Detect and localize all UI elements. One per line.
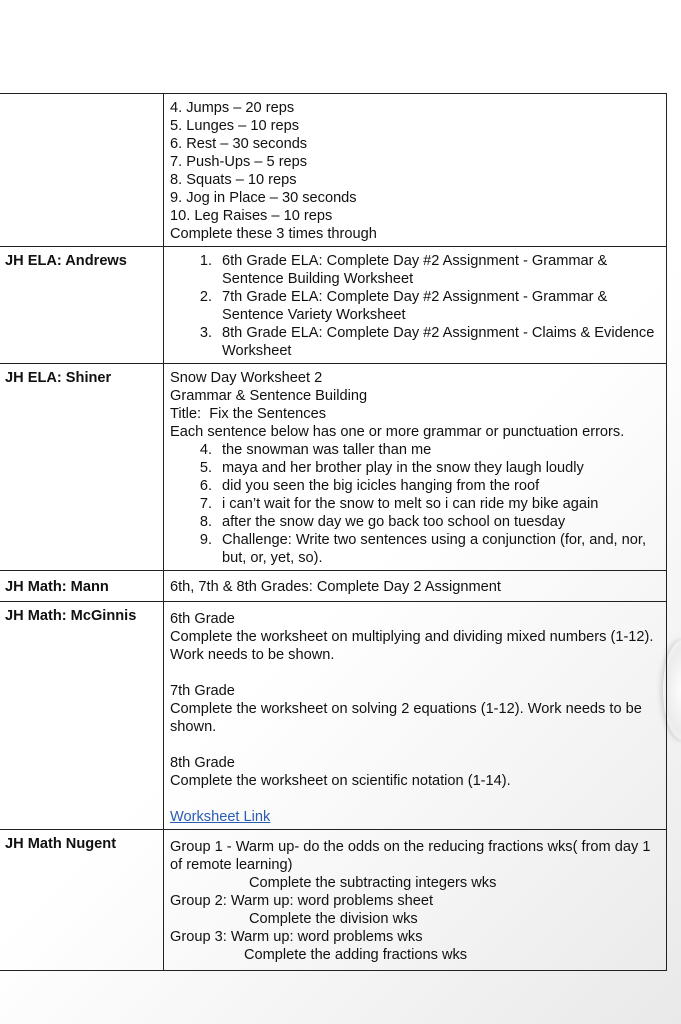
group-1-task: Complete the subtracting integers wks <box>249 875 497 891</box>
spacer <box>170 736 660 754</box>
row-label: JH Math Nugent <box>0 830 164 971</box>
table-row <box>0 247 667 364</box>
list-item: Complete these 3 times through <box>170 226 377 242</box>
grade-7-heading: 7th Grade <box>170 683 235 699</box>
list-item: 4. Jumps – 20 reps <box>170 100 295 116</box>
list-item: 3. 8th Grade ELA: Complete Day #2 Assignment - Claims & Evidence Worksheet <box>199 325 655 359</box>
exercise-list <box>164 94 667 247</box>
table-row <box>0 571 667 602</box>
row-label: JH Math: McGinnis <box>0 602 164 830</box>
worksheet-title: Snow Day Worksheet 2 <box>170 370 323 386</box>
spacer <box>170 664 660 682</box>
list-item: 8. after the snow day we go back too school on tuesday <box>199 514 566 530</box>
grade-6-text: Complete the worksheet on multiplying and dividing mixed numbers (1-12). Work needs to be shown. <box>170 629 654 663</box>
table-row <box>0 94 667 247</box>
row-label: JH ELA: Andrews <box>0 247 164 364</box>
worksheet-instructions: Each sentence below has one or more grammar or punctuation errors. <box>170 424 625 440</box>
list-item: 9. Challenge: Write two sentences using a conjunction (for, and, nor, but, or, yet, so). <box>199 532 647 566</box>
list-item: 5. maya and her brother play in the snow they laugh loudly <box>199 460 584 476</box>
math-mann-assignment: 6th, 7th & 8th Grades: Complete Day 2 Assignment <box>164 571 667 602</box>
ela-shiner-worksheet <box>164 364 667 571</box>
table-row <box>0 602 667 830</box>
group-3-task: Complete the adding fractions wks <box>244 947 468 963</box>
table-row <box>0 830 667 971</box>
list-item: 1. 6th Grade ELA: Complete Day #2 Assignment - Grammar & Sentence Building Worksheet <box>199 253 608 287</box>
list-item: 7. i can’t wait for the snow to melt so i can ride my bike again <box>199 496 599 512</box>
worksheet-link[interactable]: Worksheet Link <box>170 809 271 825</box>
math-mcginnis-assignments <box>164 602 667 830</box>
group-2-task: Complete the division wks <box>249 911 418 927</box>
spacer <box>170 790 660 808</box>
group-1-warmup: Group 1 - Warm up- do the odds on the reducing fractions wks( from day 1 of remote learning) <box>170 839 651 873</box>
list-item: 8. Squats – 10 reps <box>170 172 297 188</box>
list-item: 9. Jog in Place – 30 seconds <box>170 190 357 206</box>
list-item: 7. Push-Ups – 5 reps <box>170 154 308 170</box>
row-label: JH ELA: Shiner <box>0 364 164 571</box>
grade-6-heading: 6th Grade <box>170 611 235 627</box>
table-row <box>0 364 667 571</box>
schedule-table <box>0 93 667 971</box>
math-nugent-assignments <box>164 830 667 971</box>
row-label-empty <box>0 94 164 247</box>
list-item: 4. the snowman was taller than me <box>199 442 432 458</box>
worksheet-subtitle: Grammar & Sentence Building <box>170 388 368 404</box>
group-2-warmup: Group 2: Warm up: word problems sheet <box>170 893 434 909</box>
worksheet-topic: Title: Fix the Sentences <box>170 406 327 422</box>
list-item: 6. did you seen the big icicles hanging from the roof <box>199 478 540 494</box>
grade-8-heading: 8th Grade <box>170 755 235 771</box>
list-item: 6. Rest – 30 seconds <box>170 136 308 152</box>
row-label: JH Math: Mann <box>0 571 164 602</box>
group-3-warmup: Group 3: Warm up: word problems wks <box>170 929 423 945</box>
list-item: 10. Leg Raises – 10 reps <box>170 208 333 224</box>
ela-andrews-assignments <box>164 247 667 364</box>
grade-7-text: Complete the worksheet on solving 2 equations (1-12). Work needs to be shown. <box>170 701 642 735</box>
list-item: 2. 7th Grade ELA: Complete Day #2 Assignment - Grammar & Sentence Variety Worksheet <box>199 289 608 323</box>
grade-8-text: Complete the worksheet on scientific notation (1-14). <box>170 773 511 789</box>
list-item: 5. Lunges – 10 reps <box>170 118 300 134</box>
